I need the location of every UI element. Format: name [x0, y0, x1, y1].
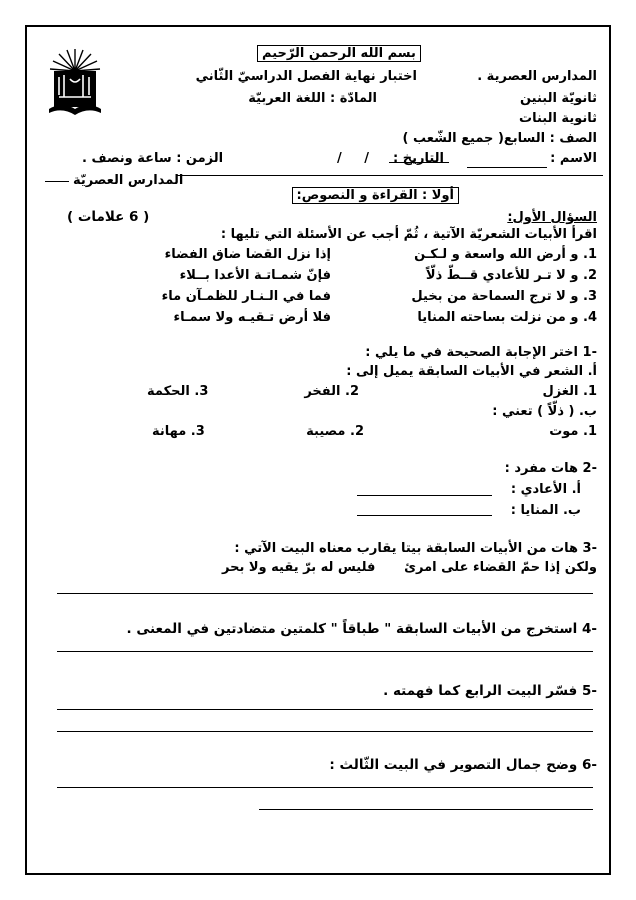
- q2-b-answer-line[interactable]: [357, 515, 492, 516]
- header-divider: [177, 175, 603, 176]
- poem-line-1: [414, 247, 597, 262]
- date-line: [389, 162, 449, 163]
- q5-num: -5: [581, 683, 597, 699]
- poem-num: 1.: [583, 247, 597, 262]
- q4-answer-line[interactable]: [57, 651, 593, 652]
- poem-hemistich-right: و لا ترج السماحة من بخيل: [411, 289, 579, 304]
- poem-hemistich-left: فإنّ شمـاتـة الأعدا بــلاء: [179, 268, 331, 283]
- q2-b-label: ب. المنايا :: [510, 503, 581, 518]
- q2-num: -2: [582, 461, 597, 476]
- name-label: الاسم :: [550, 151, 597, 166]
- q2-a-label: أ. الأعادي :: [510, 482, 581, 497]
- basmala: بسم الله الرحمن الرّحيم: [257, 45, 421, 62]
- poem-hemistich-left: فما في الـنـار للظمـآن ماء: [161, 289, 331, 304]
- q1-a-option-1[interactable]: 1. الغزل: [542, 384, 597, 399]
- marks: ( 6 علامات ): [67, 209, 150, 225]
- q1-a-option-2[interactable]: 2. الفخر: [304, 384, 359, 399]
- school-name: المدارس العصرية .: [477, 69, 597, 84]
- footer-dash: [45, 181, 69, 182]
- q6-num: -6: [581, 757, 597, 773]
- q6-answer-line-2[interactable]: [259, 809, 593, 810]
- school-logo-icon: [45, 45, 105, 117]
- exam-title: اختبار نهاية الفصل الدراسيّ الثّاني: [195, 69, 417, 84]
- school-boys: ثانويّة البنين: [519, 91, 597, 106]
- q1-a-option-3[interactable]: 3. الحكمة: [147, 384, 209, 399]
- q4-text: استخرج من الأبيات السابقة " طباقاً " كلمتين متضادتين في المعنى .: [126, 621, 578, 637]
- q5-answer-line-1[interactable]: [57, 709, 593, 710]
- poem-hemistich-left: إذا نزل القضا ضاق الفضاء: [164, 247, 331, 262]
- q5-text: فسّر البيت الرابع كما فهمته .: [383, 683, 578, 699]
- q3-verse-left: فليس له برّ يقيه ولا بحر: [222, 560, 376, 575]
- exam-page: [25, 25, 611, 875]
- poem-hemistich-right: و من نزلت بساحته المنايا: [417, 310, 579, 325]
- q1-b-option-2[interactable]: 2. مصيبة: [306, 424, 364, 439]
- poem-num: 4.: [583, 310, 597, 325]
- q2-text: هات مفرد :: [504, 461, 579, 476]
- poem-line-2: [426, 268, 597, 283]
- q4-num: -4: [581, 621, 597, 637]
- q1-prompt: [365, 345, 597, 360]
- poem-hemistich-left: فلا أرض تـقيـه ولا سمـاء: [173, 310, 331, 325]
- q5-prompt: [383, 683, 597, 699]
- q3-answer-line[interactable]: [57, 593, 593, 594]
- q3-num: -3: [582, 541, 597, 556]
- poem-line-3: [411, 289, 597, 304]
- school-girls: ثانوية البنات: [519, 111, 597, 126]
- grade: الصف : السابع( جميع الشّعب ): [402, 131, 597, 146]
- poem-line-4: [417, 310, 597, 325]
- q1-num: -1: [582, 345, 597, 360]
- q5-answer-line-2[interactable]: [57, 731, 593, 732]
- date-label: التاريخ :: [393, 151, 444, 166]
- section-title: أولا : القراءة و النصوص:: [292, 187, 459, 204]
- q3-verse-right: ولكن إذا حمّ القضاء على امرئ: [404, 560, 597, 575]
- poem-num: 2.: [583, 268, 597, 283]
- q3-text: هات من الأبيات السابقة بيتا يقارب معناه البيت الآتي :: [234, 541, 579, 556]
- poem-hemistich-right: و لا تـر للأعادي قــطّ ذلّاً: [425, 268, 579, 283]
- q1-b-text: ب. ( ذلّاً ) تعني :: [492, 404, 597, 419]
- q4-prompt: [127, 621, 597, 637]
- poem-num: 3.: [583, 289, 597, 304]
- q6-text: وضح جمال التصوير في البيت الثّالث :: [329, 757, 578, 773]
- q6-prompt: [329, 757, 597, 773]
- footer-school: المدارس العصريّة: [73, 173, 184, 188]
- date-value: / /: [336, 151, 369, 166]
- poem-hemistich-right: و أرض الله واسعة و لـكـن: [414, 247, 579, 262]
- question-one-label: السؤال الأول:: [507, 210, 597, 225]
- q6-answer-line-1[interactable]: [57, 787, 593, 788]
- q1-b-option-3[interactable]: 3. مهانة: [152, 424, 205, 439]
- q1-b-option-1[interactable]: 1. موت: [549, 424, 597, 439]
- q1-text: اختر الإجابة الصحيحة في ما يلي :: [365, 345, 579, 360]
- q1-a-text: أ. الشعر في الأبيات السابقة يميل إلى :: [346, 364, 597, 379]
- q2-prompt: [505, 461, 597, 476]
- subject: المادّة : اللغة العربيّة: [248, 91, 377, 106]
- q3-prompt: [234, 541, 597, 556]
- q2-a-answer-line[interactable]: [357, 495, 492, 496]
- instruction: اقرأ الأبيات الشعريّة الآتية ، ثُمّ أجب عن الأسئلة التي تليها :: [220, 227, 597, 242]
- name-line[interactable]: [467, 167, 547, 168]
- exam-time: الزمن : ساعة ونصف .: [82, 151, 224, 166]
